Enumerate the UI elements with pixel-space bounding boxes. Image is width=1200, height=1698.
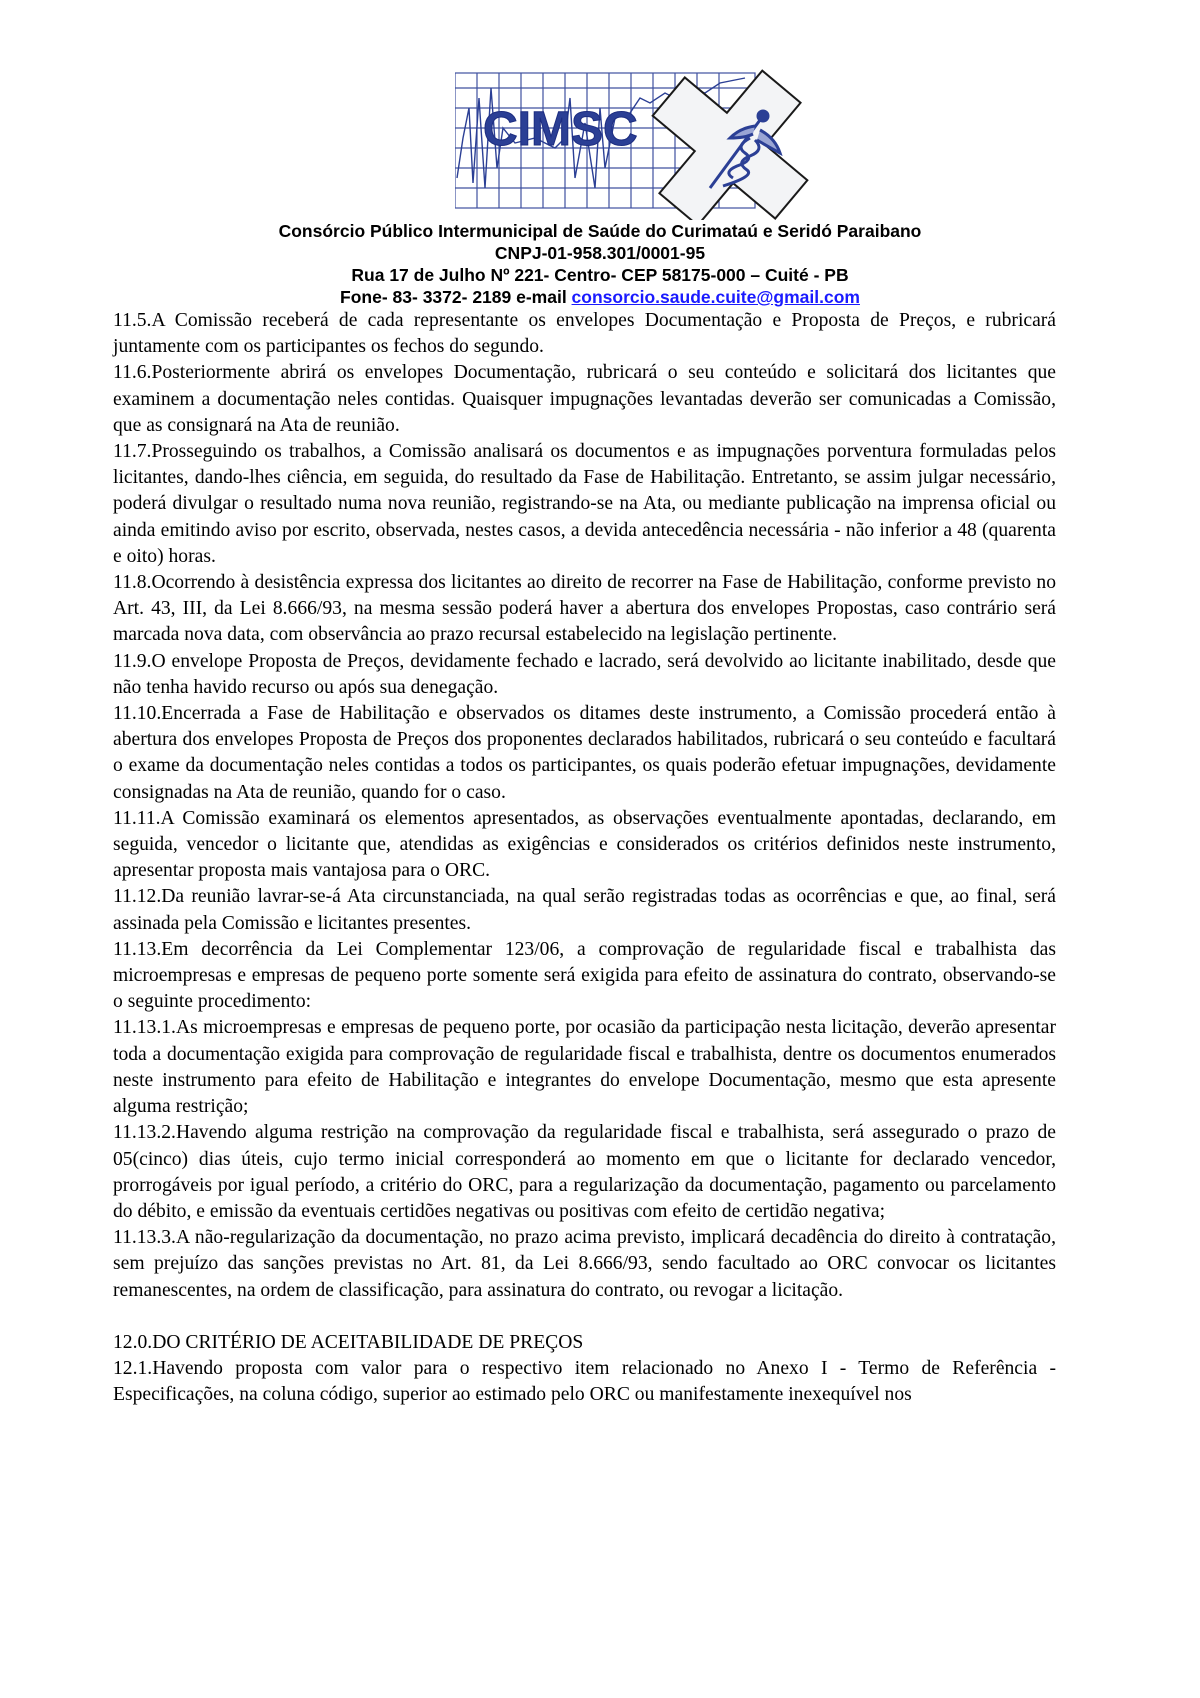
clause-11-11: 11.11.A Comissão examinará os elementos apresentados, as observações eventualmente apontadas, declarando, em seguida, vencedor o licitante que, atendidas as exigências e considerados os critérios definidos neste instrumento, apresentar proposta mais vantajosa para o ORC. bbox=[113, 807, 1056, 882]
email-link[interactable]: consorcio.saude.cuite@gmail.com bbox=[571, 287, 860, 307]
section-12-title: 12.0.DO CRITÉRIO DE ACEITABILIDADE DE PREÇOS bbox=[113, 1331, 584, 1353]
clause-11-13-1: 11.13.1.As microempresas e empresas de pequeno porte, por ocasião da participação nesta licitação, deverão apresentar toda a documentação exigida para comprovação de regularidade fiscal e trabalhista, dentre os documentos enumerados neste instrumento para efeito de Habilitação e integrantes do envelope Documentação, mesmo que esta apresente alguma restrição; bbox=[113, 1017, 1056, 1118]
clause-11-8: 11.8.Ocorrendo à desistência expressa dos licitantes ao direito de recorrer na Fase de Habilitação, conforme previsto no Art. 43, III, da Lei 8.666/93, na mesma sessão poderá haver a abertura dos envelopes Propostas, caso contrário será marcada nova data, com observância ao prazo recursal estabelecido na legislação pertinente. bbox=[113, 572, 1056, 646]
clause-11-13-3: 11.13.3.A não-regularização da documentação, no prazo acima previsto, implicará decadência do direito à contratação, sem prejuízo das sanções previstas no Art. 81, da Lei 8.666/93, sendo facultado ao ORC convocar os licitantes remanescentes, na ordem de classificação, para assinatura do contrato, ou revogar a licitação. bbox=[113, 1227, 1056, 1301]
clause-11-13: 11.13.Em decorrência da Lei Complementar 123/06, a comprovação de regularidade fiscal e trabalhista das microempresas e empresas de pequeno porte somente será exigida para efeito de assinatura do contrato, observando-se o seguinte procedimento: bbox=[113, 938, 1056, 1013]
letterhead bbox=[0, 220, 1200, 308]
svg-text:CIMSC: CIMSC bbox=[483, 103, 638, 156]
phone: Fone- 83- 3372- 2189 e-mail bbox=[340, 287, 572, 307]
org-name: Consórcio Público Intermunicipal de Saúde do Curimataú e Seridó Paraibano bbox=[278, 221, 922, 241]
clause-11-9: 11.9.O envelope Proposta de Preços, devidamente fechado e lacrado, será devolvido ao licitante inabilitado, desde que não tenha havido recurso ou após sua denegação. bbox=[113, 650, 1056, 698]
document-body bbox=[113, 308, 1056, 1409]
clause-11-6: 11.6.Posteriormente abrirá os envelopes Documentação, rubricará o seu conteúdo e solicitará dos licitantes que examinem a documentação neles contidas. Quaisquer impugnações levantadas deverão ser comunicadas a Comissão, que as consignará na Ata de reunião. bbox=[113, 362, 1056, 436]
cimsc-logo bbox=[455, 68, 815, 220]
clause-11-10: 11.10.Encerrada a Fase de Habilitação e observados os ditames deste instrumento, a Comissão procederá então à abertura dos envelopes Proposta de Preços dos proponentes declarados habilitados, rubricará o seu conteúdo e facultará o exame da documentação neles contidas a todos os participantes, os quais poderão efetuar impugnações, devidamente consignadas na Ata de reunião, quando for o caso. bbox=[113, 703, 1056, 803]
clause-12-1: 12.1.Havendo proposta com valor para o respectivo item relacionado no Anexo I - Termo de Referência - Especificações, na coluna código, superior ao estimado pelo ORC ou manifestamente inexequível nos bbox=[113, 1358, 1056, 1406]
clause-11-7: 11.7.Prosseguindo os trabalhos, a Comissão analisará os documentos e as impugnações porventura formuladas pelos licitantes, dando-lhes ciência, em seguida, do resultado da Fase de Habilitação. Entretanto, se assim julgar necessário, poderá divulgar o resultado numa nova reunião, registrando-se na Ata, ou mediante publicação na imprensa oficial ou ainda emitindo aviso por escrito, observada, nestes casos, a devida antecedência necessária - não inferior a 48 (quarenta e oito) horas. bbox=[113, 441, 1056, 567]
clause-11-13-2: 11.13.2.Havendo alguma restrição na comprovação da regularidade fiscal e trabalhista, será assegurado o prazo de 05(cinco) dias úteis, cujo termo inicial corresponderá ao momento em que o licitante for declarado vencedor, prorrogáveis por igual período, a critério do ORC, para a regularização da documentação, pagamento ou parcelamento do débito, e emissão da eventuais certidões negativas ou positivas com efeito de certidão negativa; bbox=[113, 1122, 1056, 1222]
clause-11-12: 11.12.Da reunião lavrar-se-á Ata circunstanciada, na qual serão registradas todas as ocorrências e que, ao final, será assinada pela Comissão e licitantes presentes. bbox=[113, 886, 1056, 934]
blank-line bbox=[113, 1304, 1056, 1330]
logo-graphic bbox=[455, 68, 815, 220]
clause-11-5: 11.5.A Comissão receberá de cada representante os envelopes Documentação e Proposta de Preços, e rubricará juntamente com os participantes os fechos do segundo. bbox=[113, 310, 1056, 358]
contact-line bbox=[0, 286, 1200, 308]
address: Rua 17 de Julho Nº 221- Centro- CEP 58175-000 – Cuité - PB bbox=[351, 265, 849, 285]
cnpj: CNPJ-01-958.301/0001-95 bbox=[494, 243, 706, 263]
